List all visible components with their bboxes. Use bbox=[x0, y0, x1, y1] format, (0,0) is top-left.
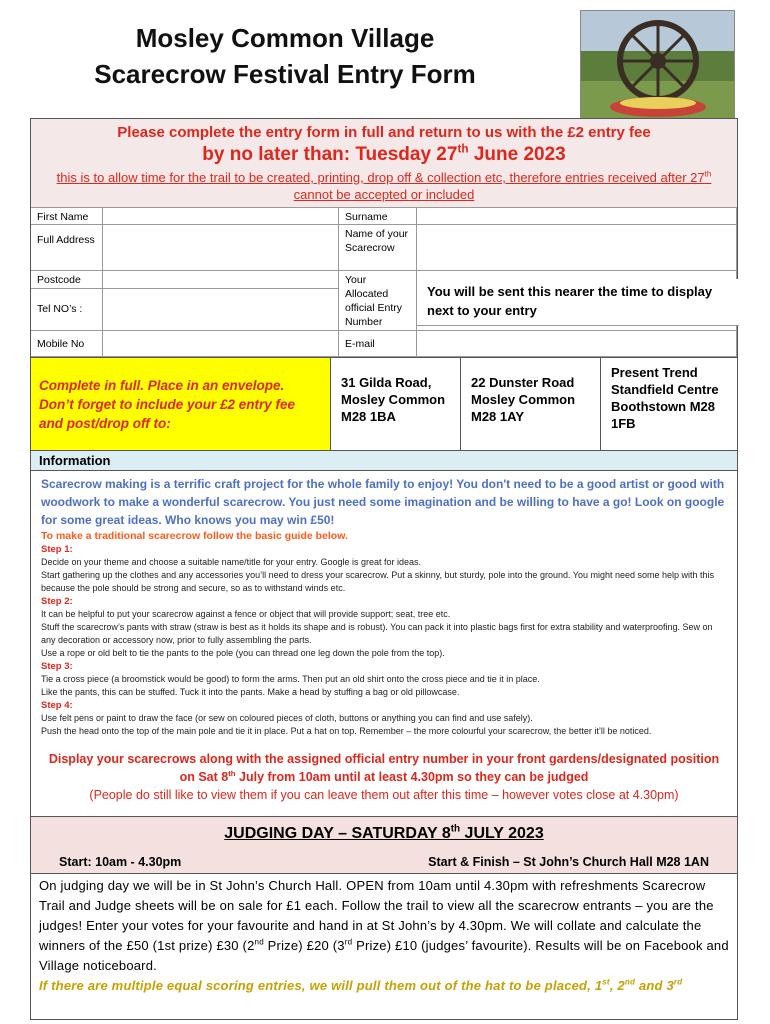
tie-break-note: If there are multiple equal scoring entries, we will pull them out of the hat to be placed, 1st, 2nd and 3rd bbox=[39, 977, 683, 993]
scarecrow-name-label: Name of your Scarecrow bbox=[339, 225, 417, 271]
judging-paragraph: On judging day we will be in St John’s Church Hall. OPEN from 10am until 4.30pm with refreshments Scarecrow Trail and Judge sheets will be on sale for £1 each. Follow the trail to view all the scarecrow entrants – you are the judges! Enter your votes for your favourite and hand in at St John’s by 4.30pm. We will collate and calculate the winners of the £50 (1st prize) £30 (2nd Prize) £20 (3rd Prize) £10 (judges’ favourite). Results will be on Facebook and Village noticeboard. bbox=[39, 878, 729, 973]
display-instruction: Display your scarecrows along with the assigned official entry number in your front gardens/designated position on Sat 8th July from 10am until at least 4.30pm so they can be judged bbox=[48, 752, 720, 784]
information-heading: Information bbox=[31, 451, 737, 471]
step-1-text-b: Start gathering up the clothes and any accessories you’ll need to dress your scarecrow. Put a skinny, but sturdy, pole into the ground. You might need some help with this because the pole should be strong and secure, so as to withstand winds etc. bbox=[41, 570, 715, 593]
wheel-display-image bbox=[581, 11, 735, 122]
judging-day-band bbox=[31, 816, 737, 874]
judging-venue: Start & Finish – St John’s Church Hall M28 1AN bbox=[428, 855, 709, 869]
address-2: 22 Dunster Road Mosley Common M28 1AY bbox=[461, 358, 601, 450]
tel-label: Tel NO’s : bbox=[31, 289, 103, 331]
intro-line: Please complete the entry form in full and return to us with the £2 entry fee bbox=[117, 124, 651, 141]
entry-form bbox=[30, 118, 738, 1020]
email-label: E-mail bbox=[339, 331, 417, 357]
full-address-label: Full Address bbox=[31, 225, 103, 271]
deadline: by no later than: Tuesday 27th June 2023 bbox=[202, 142, 566, 165]
surname-label: Surname bbox=[339, 207, 417, 225]
surname-field[interactable] bbox=[417, 207, 737, 225]
step-2-text-b: Stuff the scarecrow’s pants with straw (straw is best as it holds its shape and is robust). You can pack it into plastic bags first for extra stability and waterproofing. Sew on any decoration or accessory now, prior to fully assembling the parts. bbox=[41, 622, 713, 645]
intro-section bbox=[31, 119, 737, 207]
judging-start-time: Start: 10am - 4.30pm bbox=[59, 855, 182, 869]
step-2-text-a: It can be helpful to put your scarecrow against a fence or object that will provide support; seat, tree etc. bbox=[41, 609, 451, 619]
title-line-2: Scarecrow Festival Entry Form bbox=[94, 59, 476, 89]
judging-day-title: JUDGING DAY – SATURDAY 8th JULY 2023 bbox=[224, 823, 544, 842]
step-1-heading: Step 1: bbox=[41, 544, 73, 555]
step-3-text-b: Like the pants, this can be stuffed. Tuck it into the pants. Make a head by stuffing a bag or old pillowcase. bbox=[41, 687, 460, 697]
entry-number-note: You will be sent this nearer the time to display next to your entry bbox=[417, 279, 739, 326]
address-section bbox=[31, 357, 737, 451]
page-title bbox=[70, 20, 500, 92]
step-2-heading: Step 2: bbox=[41, 596, 73, 607]
postcode-label: Postcode bbox=[31, 271, 103, 289]
step-4-heading: Step 4: bbox=[41, 700, 73, 711]
step-4-text-a: Use felt pens or paint to draw the face (or sew on coloured pieces of cloth, buttons or anything you can find and use safely). bbox=[41, 713, 533, 723]
step-4-text-b: Push the head onto the top of the main pole and tie it in place. Put a hat on top. Remember – the more colourful your scarecrow, the better it’ll be noticed. bbox=[41, 726, 652, 736]
title-line-1: Mosley Common Village bbox=[135, 23, 435, 53]
mobile-field[interactable] bbox=[103, 331, 339, 357]
postal-instruction: Complete in full. Place in an envelope. Don’t forget to include your £2 entry fee and post/drop off to: bbox=[31, 358, 331, 450]
display-note: (People do still like to view them if you can leave them out after this time – however votes close at 4.30pm) bbox=[89, 788, 679, 802]
step-3-text-a: Tie a cross piece (a broomstick would be good) to form the arms. Then put an old shirt onto the cross piece and tie it in place. bbox=[41, 674, 540, 684]
entry-number-label: Your Allocated official Entry Number bbox=[339, 271, 417, 331]
step-1-text-a: Decide on your theme and choose a suitable name/title for your entry. Google is great for ideas. bbox=[41, 557, 422, 567]
address-3: Present Trend Standfield Centre Boothstown M28 1FB bbox=[611, 365, 719, 431]
first-name-label: First Name bbox=[31, 207, 103, 225]
scarecrow-photo bbox=[580, 10, 735, 122]
tel-field[interactable] bbox=[103, 289, 339, 331]
guide-heading: To make a traditional scarecrow follow the basic guide below. bbox=[41, 530, 348, 542]
entry-fields bbox=[31, 207, 737, 357]
postcode-field[interactable] bbox=[103, 271, 339, 289]
information-section bbox=[31, 471, 737, 816]
first-name-field[interactable] bbox=[103, 207, 339, 225]
step-2-text-c: Use a rope or old belt to tie the pants to the pole (you can thread one leg down the pole from the top). bbox=[41, 648, 445, 658]
scarecrow-name-field[interactable] bbox=[417, 225, 737, 271]
step-3-heading: Step 3: bbox=[41, 661, 73, 672]
full-address-field[interactable] bbox=[103, 225, 339, 271]
email-field[interactable] bbox=[417, 331, 737, 357]
judging-details bbox=[31, 874, 737, 998]
intro-paragraph: Scarecrow making is a terrific craft project for the whole family to enjoy! You don't need to be a good artist or good with woodwork to make a wonderful scarecrow. You just need some imagination and be willing to have a go! Look on google for some great ideas. Who knows you may win £50! bbox=[41, 477, 725, 527]
mobile-label: Mobile No bbox=[31, 331, 103, 357]
address-1: 31 Gilda Road, Mosley Common M28 1BA bbox=[331, 358, 461, 450]
deadline-note: this is to allow time for the trail to be created, printing, drop off & collection etc, therefore entries received after 27th cannot be accepted or included bbox=[56, 169, 712, 202]
